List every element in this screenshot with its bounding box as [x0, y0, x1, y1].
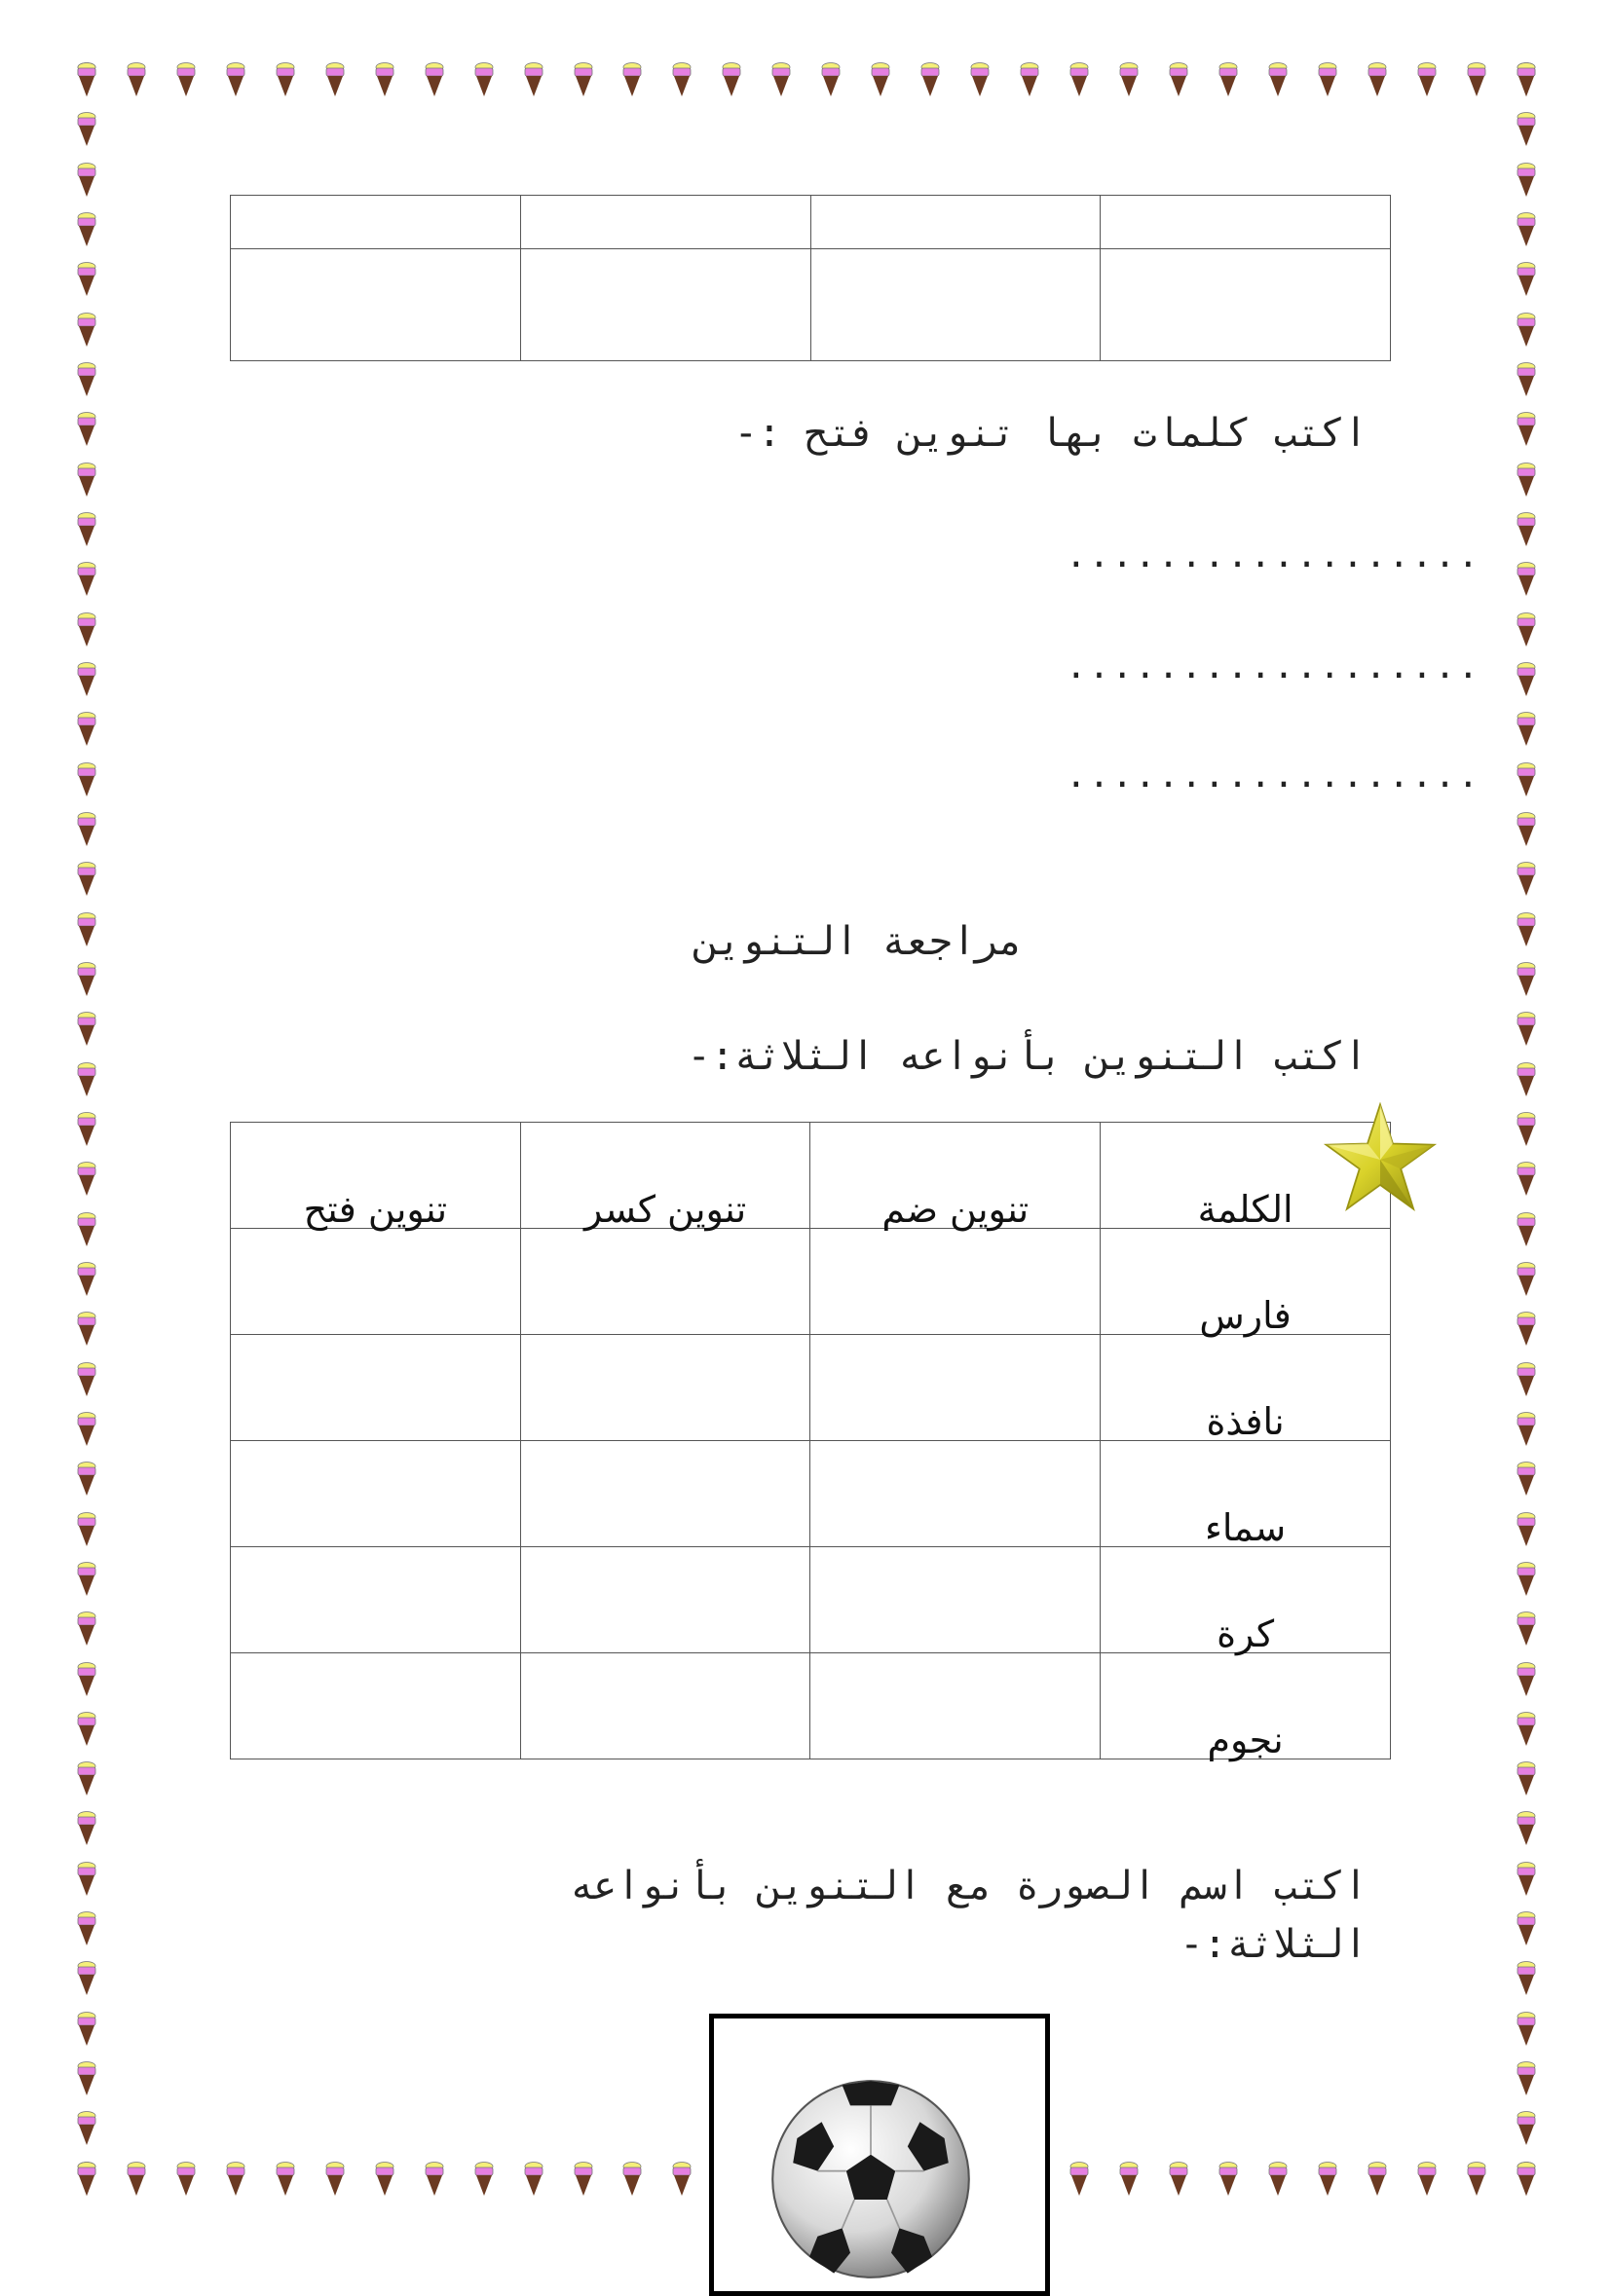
word-cell: سماء — [1101, 1441, 1391, 1547]
ice-cream-cone-icon — [1516, 1412, 1537, 1447]
ice-cream-cone-icon — [1068, 2162, 1090, 2197]
ice-cream-cone-icon — [76, 1761, 97, 1796]
ice-cream-cone-icon — [870, 62, 891, 97]
ice-cream-cone-icon — [76, 1462, 97, 1497]
tanween-table — [230, 1122, 1391, 1759]
ice-cream-cone-icon — [76, 1112, 97, 1147]
table-cell[interactable] — [231, 196, 521, 249]
table-row — [231, 1335, 1391, 1441]
ice-cream-cone-icon — [1516, 1862, 1537, 1897]
ice-cream-cone-icon — [671, 62, 693, 97]
ice-cream-cone-icon — [1516, 362, 1537, 397]
ice-cream-cone-icon — [1516, 1112, 1537, 1147]
ice-cream-cone-icon — [1516, 1162, 1537, 1197]
table-cell[interactable] — [810, 196, 1101, 249]
ice-cream-cone-icon — [1516, 812, 1537, 847]
ice-cream-cone-icon — [76, 313, 97, 348]
ice-cream-cone-icon — [76, 163, 97, 198]
ice-cream-cone-icon — [76, 962, 97, 997]
answer-cell[interactable] — [231, 1335, 521, 1441]
ice-cream-cone-icon — [1516, 463, 1537, 498]
header-fatha: تنوين فتح — [231, 1123, 521, 1229]
table-row — [231, 1441, 1391, 1547]
ice-cream-cone-icon — [1516, 1362, 1537, 1397]
ice-cream-cone-icon — [424, 2162, 445, 2197]
ice-cream-cone-icon — [76, 212, 97, 247]
ice-cream-cone-icon — [76, 1162, 97, 1197]
ice-cream-cone-icon — [374, 2162, 395, 2197]
ice-cream-cone-icon — [225, 2162, 246, 2197]
ice-cream-cone-icon — [76, 762, 97, 797]
ice-cream-cone-icon — [76, 612, 97, 648]
ice-cream-cone-icon — [76, 1961, 97, 1996]
ice-cream-cone-icon — [1516, 1062, 1537, 1097]
ice-cream-cone-icon — [1516, 1911, 1537, 1946]
answer-cell[interactable] — [520, 1441, 810, 1547]
answer-cell[interactable] — [231, 1441, 521, 1547]
instruction-three-types: اكتب التنوين بأنواعه الثلاثة:- — [687, 1034, 1367, 1079]
ice-cream-cone-icon — [1168, 62, 1189, 97]
ice-cream-cone-icon — [1367, 2162, 1388, 2197]
ice-cream-cone-icon — [1068, 62, 1090, 97]
page-border-right — [1516, 62, 1537, 2197]
ice-cream-cone-icon — [76, 812, 97, 847]
ice-cream-cone-icon — [76, 1611, 97, 1647]
ice-cream-cone-icon — [76, 1662, 97, 1697]
ice-cream-cone-icon — [1516, 1262, 1537, 1297]
table-cell[interactable] — [520, 196, 810, 249]
ice-cream-cone-icon — [1516, 912, 1537, 947]
table-row — [231, 1547, 1391, 1653]
ice-cream-cone-icon — [76, 262, 97, 297]
table-cell[interactable] — [1101, 196, 1391, 249]
ice-cream-cone-icon — [1516, 313, 1537, 348]
answer-cell[interactable] — [810, 1547, 1101, 1653]
table-header-row — [231, 1123, 1391, 1229]
ice-cream-cone-icon — [1168, 2162, 1189, 2197]
ice-cream-cone-icon — [721, 62, 742, 97]
ice-cream-cone-icon — [820, 62, 842, 97]
ice-cream-cone-icon — [1019, 62, 1040, 97]
ice-cream-cone-icon — [126, 62, 147, 97]
ice-cream-cone-icon — [573, 62, 594, 97]
ice-cream-cone-icon — [1516, 1562, 1537, 1597]
table-row — [231, 1229, 1391, 1335]
ice-cream-cone-icon — [1416, 62, 1438, 97]
ice-cream-cone-icon — [1516, 163, 1537, 198]
ice-cream-cone-icon — [1516, 1811, 1537, 1846]
ice-cream-cone-icon — [76, 1811, 97, 1846]
word-cell: نافذة — [1101, 1335, 1391, 1441]
answer-cell[interactable] — [231, 1229, 521, 1335]
ice-cream-cone-icon — [76, 1712, 97, 1747]
ice-cream-cone-icon — [76, 2061, 97, 2096]
ice-cream-cone-icon — [473, 62, 495, 97]
ice-cream-cone-icon — [1516, 762, 1537, 797]
word-cell: نجوم — [1101, 1653, 1391, 1759]
ice-cream-cone-icon — [1367, 62, 1388, 97]
ice-cream-cone-icon — [621, 2162, 643, 2197]
review-title: مراجعة التنوين — [693, 919, 1023, 964]
ice-cream-cone-icon — [76, 2111, 97, 2146]
table-row — [231, 1653, 1391, 1759]
word-cell: كرة — [1101, 1547, 1391, 1653]
ice-cream-cone-icon — [76, 1862, 97, 1897]
ice-cream-cone-icon — [76, 512, 97, 547]
answer-cell[interactable] — [810, 1653, 1101, 1759]
ice-cream-cone-icon — [1516, 1512, 1537, 1547]
ice-cream-cone-icon — [1516, 1012, 1537, 1047]
answer-line-2[interactable]: .................. — [1066, 647, 1481, 686]
star-icon — [1323, 1102, 1438, 1217]
ice-cream-cone-icon — [1516, 1761, 1537, 1796]
ice-cream-cone-icon — [1516, 662, 1537, 697]
ice-cream-cone-icon — [275, 62, 296, 97]
instruction-picture-line2: الثلاثة:- — [1180, 1922, 1367, 1967]
ice-cream-cone-icon — [1466, 2162, 1487, 2197]
answer-cell[interactable] — [231, 1547, 521, 1653]
ice-cream-cone-icon — [1516, 412, 1537, 447]
ice-cream-cone-icon — [770, 62, 792, 97]
ice-cream-cone-icon — [969, 62, 991, 97]
ice-cream-cone-icon — [76, 862, 97, 897]
ice-cream-cone-icon — [76, 1911, 97, 1946]
table-cell[interactable] — [520, 249, 810, 361]
ice-cream-cone-icon — [1516, 962, 1537, 997]
ice-cream-cone-icon — [76, 1512, 97, 1547]
ice-cream-cone-icon — [76, 1262, 97, 1297]
ice-cream-cone-icon — [374, 62, 395, 97]
header-word: الكلمة — [1101, 1123, 1391, 1229]
ice-cream-cone-icon — [275, 2162, 296, 2197]
table-cell[interactable] — [1101, 249, 1391, 361]
header-damma: تنوين ضم — [810, 1123, 1101, 1229]
ice-cream-cone-icon — [919, 62, 941, 97]
ice-cream-cone-icon — [76, 1212, 97, 1247]
instruction-fatha-words: اكتب كلمات بها تنوين فتح :- — [733, 411, 1367, 456]
picture-frame — [709, 2014, 1050, 2296]
ice-cream-cone-icon — [76, 463, 97, 498]
ice-cream-cone-icon — [1516, 2061, 1537, 2096]
ice-cream-cone-icon — [1516, 1462, 1537, 1497]
ice-cream-cone-icon — [76, 1012, 97, 1047]
ice-cream-cone-icon — [1516, 2162, 1537, 2197]
ice-cream-cone-icon — [1267, 2162, 1289, 2197]
ice-cream-cone-icon — [76, 1362, 97, 1397]
ice-cream-cone-icon — [1516, 512, 1537, 547]
ice-cream-cone-icon — [324, 2162, 346, 2197]
ice-cream-cone-icon — [1416, 2162, 1438, 2197]
ice-cream-cone-icon — [1516, 1662, 1537, 1697]
answer-cell[interactable] — [520, 1229, 810, 1335]
ice-cream-cone-icon — [1516, 612, 1537, 648]
ice-cream-cone-icon — [1516, 212, 1537, 247]
ice-cream-cone-icon — [1466, 62, 1487, 97]
ice-cream-cone-icon — [1118, 2162, 1140, 2197]
top-empty-table — [230, 195, 1391, 361]
ice-cream-cone-icon — [76, 62, 97, 97]
ice-cream-cone-icon — [1516, 1961, 1537, 1996]
ice-cream-cone-icon — [76, 912, 97, 947]
ice-cream-cone-icon — [175, 2162, 197, 2197]
table-cell[interactable] — [231, 249, 521, 361]
ice-cream-cone-icon — [1218, 62, 1239, 97]
soccer-ball-icon — [768, 2077, 973, 2281]
ice-cream-cone-icon — [1516, 62, 1537, 97]
ice-cream-cone-icon — [76, 1412, 97, 1447]
ice-cream-cone-icon — [324, 62, 346, 97]
ice-cream-cone-icon — [76, 712, 97, 747]
ice-cream-cone-icon — [473, 2162, 495, 2197]
ice-cream-cone-icon — [671, 2162, 693, 2197]
ice-cream-cone-icon — [76, 1062, 97, 1097]
word-cell: فارس — [1101, 1229, 1391, 1335]
ice-cream-cone-icon — [126, 2162, 147, 2197]
ice-cream-cone-icon — [621, 62, 643, 97]
ice-cream-cone-icon — [76, 112, 97, 147]
ice-cream-cone-icon — [76, 362, 97, 397]
header-kasra: تنوين كسر — [520, 1123, 810, 1229]
ice-cream-cone-icon — [1317, 62, 1338, 97]
ice-cream-cone-icon — [76, 2012, 97, 2047]
ice-cream-cone-icon — [225, 62, 246, 97]
ice-cream-cone-icon — [523, 2162, 544, 2197]
answer-line-3[interactable]: .................. — [1066, 756, 1481, 796]
page-border-top — [76, 62, 1537, 97]
ice-cream-cone-icon — [424, 62, 445, 97]
ice-cream-cone-icon — [76, 562, 97, 597]
table-cell[interactable] — [810, 249, 1101, 361]
ice-cream-cone-icon — [1516, 1712, 1537, 1747]
ice-cream-cone-icon — [1516, 262, 1537, 297]
answer-cell[interactable] — [520, 1653, 810, 1759]
ice-cream-cone-icon — [76, 2162, 97, 2197]
answer-cell[interactable] — [810, 1229, 1101, 1335]
ice-cream-cone-icon — [1267, 62, 1289, 97]
answer-cell[interactable] — [810, 1441, 1101, 1547]
ice-cream-cone-icon — [76, 1562, 97, 1597]
ice-cream-cone-icon — [76, 1312, 97, 1347]
ice-cream-cone-icon — [1516, 112, 1537, 147]
ice-cream-cone-icon — [523, 62, 544, 97]
answer-cell[interactable] — [520, 1335, 810, 1441]
ice-cream-cone-icon — [1516, 2111, 1537, 2146]
ice-cream-cone-icon — [573, 2162, 594, 2197]
ice-cream-cone-icon — [1317, 2162, 1338, 2197]
ice-cream-cone-icon — [1516, 562, 1537, 597]
ice-cream-cone-icon — [1516, 1611, 1537, 1647]
ice-cream-cone-icon — [1516, 1212, 1537, 1247]
ice-cream-cone-icon — [76, 662, 97, 697]
ice-cream-cone-icon — [1118, 62, 1140, 97]
answer-cell[interactable] — [231, 1653, 521, 1759]
instruction-picture-line1: اكتب اسم الصورة مع التنوين بأنواعه — [570, 1864, 1367, 1908]
page-border-left — [76, 62, 97, 2197]
ice-cream-cone-icon — [1516, 712, 1537, 747]
ice-cream-cone-icon — [1516, 1312, 1537, 1347]
answer-cell[interactable] — [520, 1547, 810, 1653]
ice-cream-cone-icon — [1218, 2162, 1239, 2197]
ice-cream-cone-icon — [76, 412, 97, 447]
ice-cream-cone-icon — [1516, 2012, 1537, 2047]
ice-cream-cone-icon — [175, 62, 197, 97]
ice-cream-cone-icon — [1516, 862, 1537, 897]
answer-cell[interactable] — [810, 1335, 1101, 1441]
answer-line-1[interactable]: .................. — [1066, 536, 1481, 575]
